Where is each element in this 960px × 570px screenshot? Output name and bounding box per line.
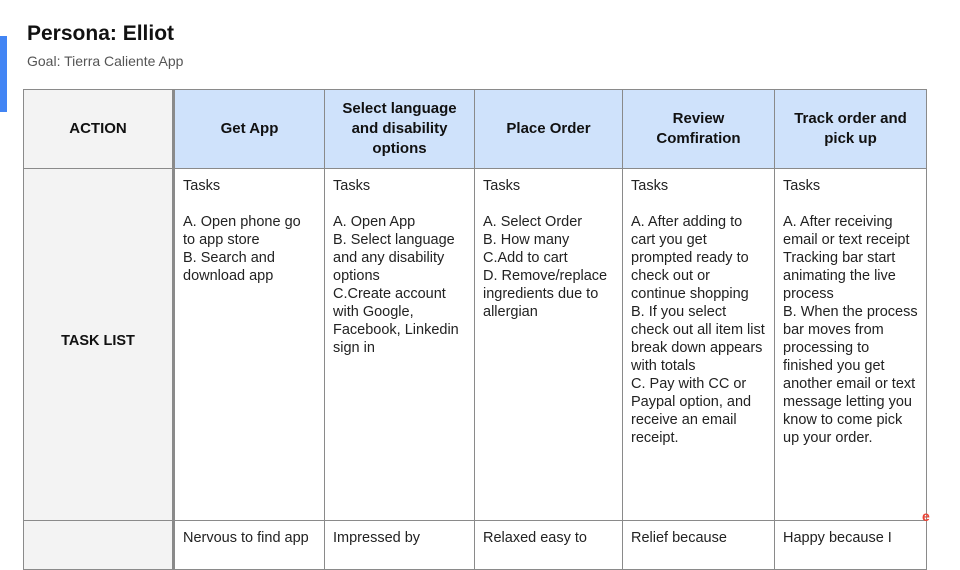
column-header-get-app: Get App	[174, 90, 325, 169]
journey-map-table	[23, 89, 927, 570]
task-list-row	[24, 169, 927, 521]
task-cell-select-language: Tasks A. Open App B. Select language and any disability options C.Create account with Google, Facebook, Linkedin sign in	[325, 169, 475, 521]
column-header-place-order: Place Order	[475, 90, 623, 169]
task-cell-review-confirmation: Tasks A. After adding to cart you get prompted ready to check out or continue shopping B. If you select check out all item list break down appears with totals C. Pay with CC or Paypal option, and receive an email receipt.	[623, 169, 775, 521]
feeling-cell-place-order: Relaxed easy to	[475, 521, 623, 570]
column-header-track-order: Track order and pick up	[775, 90, 927, 169]
header-row	[24, 90, 927, 169]
feeling-cell-select-language: Impressed by	[325, 521, 475, 570]
page-title: Persona: Elliot	[27, 22, 175, 45]
page-subtitle: Goal: Tierra Caliente App	[27, 53, 184, 69]
row-label-task-list: TASK LIST	[24, 169, 174, 521]
column-header-review-confirmation: Review Comfiration	[623, 90, 775, 169]
task-cell-get-app: Tasks A. Open phone go to app store B. Search and download app	[174, 169, 325, 521]
task-cell-place-order: Tasks A. Select Order B. How many C.Add to cart D. Remove/replace ingredients due to allergian	[475, 169, 623, 521]
column-header-action: ACTION	[24, 90, 174, 169]
accent-bar	[0, 36, 7, 112]
feeling-cell-track-order: Happy because I	[775, 521, 927, 570]
corner-logo-mark: e	[922, 508, 930, 524]
feeling-cell-get-app: Nervous to find app	[174, 521, 325, 570]
task-cell-track-order: Tasks A. After receiving email or text receipt Tracking bar start animating the live process B. When the process bar moves from processing to finished you get another email or text message letting you know to come pick up your order.	[775, 169, 927, 521]
column-header-select-language: Select language and disability options	[325, 90, 475, 169]
feeling-cell-review-confirmation: Relief because	[623, 521, 775, 570]
row-label-feeling	[24, 521, 174, 570]
feeling-row	[24, 521, 927, 570]
